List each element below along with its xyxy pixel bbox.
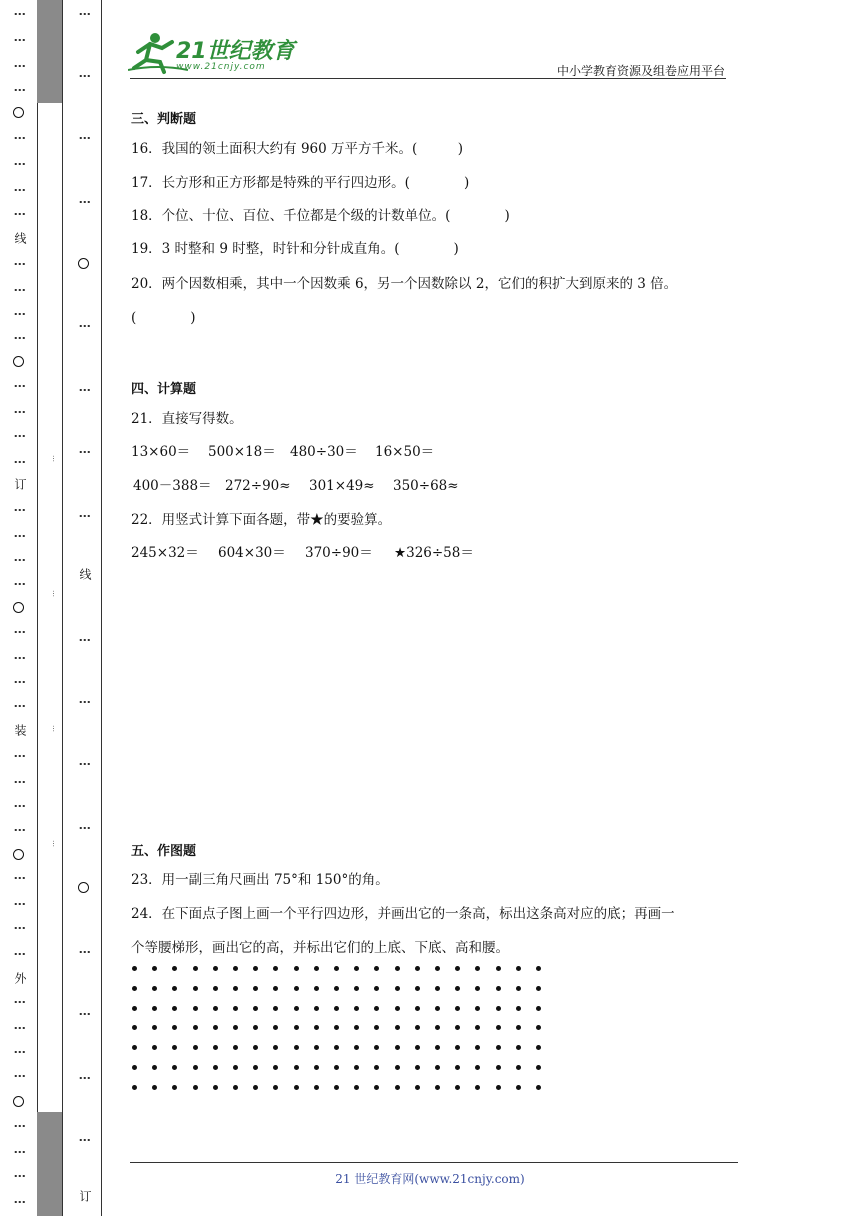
- binding-dots: ⋮: [13, 132, 27, 144]
- grid-dot: [152, 1025, 157, 1030]
- calc-item: 301×49≈: [309, 478, 375, 494]
- binding-dots: ⋮: [78, 8, 92, 20]
- binding-dots: ⋮: [13, 652, 27, 664]
- section-draw-title: 五、作图题: [131, 844, 197, 859]
- calc-item: 604×30＝: [218, 545, 286, 561]
- grid-dot: [415, 1006, 420, 1011]
- footer-text: 21 世纪教育网(www.21cnjy.com): [335, 1172, 525, 1186]
- grid-dot: [294, 1085, 299, 1090]
- section-calc-title: 四、计算题: [131, 382, 197, 397]
- grid-dot: [395, 1045, 400, 1050]
- calc-item: 272÷90≈: [225, 478, 291, 494]
- binding-dots: ⋮: [13, 530, 27, 542]
- binding-label: 装: [13, 724, 27, 736]
- grid-dot: [395, 1085, 400, 1090]
- grid-dot: [294, 966, 299, 971]
- question-21: 21．直接写得数。: [131, 411, 243, 427]
- question-20: 20．两个因数相乘，其中一个因数乘 6，另一个因数除以 2，它们的积扩大到原来的 3 倍。: [131, 276, 678, 292]
- grid-dot: [395, 966, 400, 971]
- grid-dot: [152, 1045, 157, 1050]
- binding-dots: ⋮: [13, 332, 27, 344]
- grid-dot: [314, 1006, 319, 1011]
- grid-dot: [455, 966, 460, 971]
- binding-shade-top: [37, 0, 62, 103]
- calc-row-2: [133, 474, 459, 494]
- grid-dot: [415, 1065, 420, 1070]
- grid-dot: [152, 1085, 157, 1090]
- binding-dots: ⋮: [78, 384, 92, 396]
- grid-dot: [233, 1006, 238, 1011]
- grid-dot: [516, 1006, 521, 1011]
- grid-dot: [475, 1085, 480, 1090]
- grid-dot: [213, 1006, 218, 1011]
- grid-dot: [496, 1045, 501, 1050]
- binding-circle: [13, 107, 24, 118]
- binding-dots: ⋮: [13, 872, 27, 884]
- grid-dot: [334, 1085, 339, 1090]
- grid-dot: [516, 986, 521, 991]
- grid-dot: [415, 1025, 420, 1030]
- platform-name: 中小学教育资源及组卷应用平台: [556, 64, 725, 78]
- binding-dots: ⋮: [13, 380, 27, 392]
- grid-dot: [475, 986, 480, 991]
- binding-dots: ⋮: [13, 1170, 27, 1182]
- grid-dot: [172, 1025, 177, 1030]
- grid-dot: [334, 1025, 339, 1030]
- grid-dot: [334, 986, 339, 991]
- question-22: 22．用竖式计算下面各题，带★的要验算。: [131, 512, 392, 528]
- grid-dot: [314, 1025, 319, 1030]
- grid-dot: [273, 966, 278, 971]
- grid-dot: [496, 1065, 501, 1070]
- grid-dot: [516, 1045, 521, 1050]
- grid-dot: [354, 1006, 359, 1011]
- grid-dot: [273, 1006, 278, 1011]
- binding-dots: ⋮: [13, 284, 27, 296]
- binding-dots: ⋮: [13, 700, 27, 712]
- binding-dots: ⋮: [13, 554, 27, 566]
- grid-dot: [536, 1065, 541, 1070]
- binding-dots: ⋮: [13, 776, 27, 788]
- grid-dot: [233, 1045, 238, 1050]
- grid-dot: [374, 1065, 379, 1070]
- grid-dot: [273, 1085, 278, 1090]
- grid-dot: [395, 1006, 400, 1011]
- binding-dots: ⋮: [78, 758, 92, 770]
- grid-dot: [374, 1045, 379, 1050]
- grid-dot: [253, 1025, 258, 1030]
- binding-dots: ⋮: [78, 320, 92, 332]
- footer-rule: [130, 1162, 738, 1163]
- grid-dot: [233, 1025, 238, 1030]
- binding-dots: ⋮: [78, 196, 92, 208]
- grid-dot: [374, 1006, 379, 1011]
- calc-item: 480÷30＝: [290, 444, 358, 460]
- binding-circle: [13, 356, 24, 367]
- question-24-continued: 个等腰梯形，画出它的高，并标出它们的上底、下底、高和腰。: [131, 940, 509, 956]
- binding-dots: ⋮: [13, 824, 27, 836]
- grid-dot: [455, 1065, 460, 1070]
- grid-dot: [374, 1025, 379, 1030]
- grid-dot: [294, 1025, 299, 1030]
- grid-dot: [213, 1085, 218, 1090]
- grid-dot: [415, 1045, 420, 1050]
- binding-dots: ⋮: [13, 34, 27, 46]
- grid-dot: [193, 1025, 198, 1030]
- grid-dot: [395, 986, 400, 991]
- grid-dot: [152, 986, 157, 991]
- grid-dot: [253, 1045, 258, 1050]
- binding-dots: ⋮: [78, 946, 92, 958]
- grid-dot: [354, 966, 359, 971]
- binding-dots: ⋮: [13, 60, 27, 72]
- grid-dot: [314, 1045, 319, 1050]
- binding-circle: [78, 258, 89, 269]
- grid-dot: [152, 1065, 157, 1070]
- grid-dot: [496, 986, 501, 991]
- grid-dot: [253, 1006, 258, 1011]
- logo-text: 21世纪教育: [176, 39, 295, 64]
- logo: [128, 30, 298, 76]
- question-16: 16．我国的领土面积大约有 960 万平方千米。( ): [131, 141, 464, 157]
- binding-dots: ⋮: [13, 948, 27, 960]
- grid-dot: [314, 986, 319, 991]
- binding-label: 订: [78, 1190, 92, 1202]
- question-24: 24．在下面点子图上画一个平行四边形，并画出它的一条高，标出这条高对应的底；再画一: [131, 906, 675, 922]
- binding-circle: [13, 1096, 24, 1107]
- grid-dot: [435, 986, 440, 991]
- binding-dots: ⋮: [78, 1008, 92, 1020]
- calc-row-3: [131, 541, 474, 561]
- grid-dot: [475, 1006, 480, 1011]
- grid-dot: [395, 1025, 400, 1030]
- binding-dots: ⋮: [13, 84, 27, 96]
- binding-dots: ⋮: [78, 510, 92, 522]
- binding-dots: ⋮: [13, 800, 27, 812]
- grid-dot: [475, 1045, 480, 1050]
- grid-dot: [374, 1085, 379, 1090]
- grid-dot: [213, 1045, 218, 1050]
- grid-dot: [415, 966, 420, 971]
- grid-dot: [354, 1065, 359, 1070]
- grid-dot: [273, 1045, 278, 1050]
- grid-dot: [455, 986, 460, 991]
- grid-dot: [475, 1065, 480, 1070]
- binding-dots: ⋮: [13, 922, 27, 934]
- question-20-answer-blank: ( ): [131, 310, 196, 326]
- calc-item: 13×60＝: [131, 444, 191, 460]
- section-judge-title: 三、判断题: [131, 112, 197, 127]
- grid-dot: [435, 1065, 440, 1070]
- grid-dot: [536, 986, 541, 991]
- grid-dot: [273, 1025, 278, 1030]
- calc-item: 16×50＝: [375, 444, 435, 460]
- binding-dots: ⋮: [13, 258, 27, 270]
- binding-dots: ⋮: [13, 208, 27, 220]
- grid-dot: [435, 966, 440, 971]
- grid-dot: [536, 1085, 541, 1090]
- grid-dot: [132, 1006, 137, 1011]
- question-18: 18．个位、十位、百位、千位都是个级的计数单位。( ): [131, 208, 510, 224]
- grid-dot: [435, 1085, 440, 1090]
- grid-dot: [132, 1085, 137, 1090]
- binding-faint-mark: …: [51, 725, 59, 732]
- binding-line: [62, 0, 63, 1216]
- binding-dots: ⋮: [78, 634, 92, 646]
- binding-faint-mark: …: [51, 840, 59, 847]
- grid-dot: [374, 986, 379, 991]
- binding-dots: ⋮: [13, 456, 27, 468]
- grid-dot: [536, 966, 541, 971]
- binding-dots: ⋮: [78, 70, 92, 82]
- binding-circle: [78, 882, 89, 893]
- grid-dot: [193, 1006, 198, 1011]
- binding-dots: ⋮: [13, 676, 27, 688]
- grid-dot: [253, 986, 258, 991]
- grid-dot: [213, 1065, 218, 1070]
- grid-dot: [455, 1025, 460, 1030]
- grid-dot: [314, 1065, 319, 1070]
- binding-label: 线: [13, 232, 27, 244]
- calc-row-1: [131, 440, 434, 460]
- calc-item: 370÷90＝: [305, 545, 373, 561]
- binding-dots: ⋮: [13, 308, 27, 320]
- binding-faint-mark: …: [51, 590, 59, 597]
- grid-dot: [475, 1025, 480, 1030]
- grid-dot: [334, 1065, 339, 1070]
- binding-dots: ⋮: [13, 504, 27, 516]
- grid-dot: [253, 966, 258, 971]
- binding-dots: ⋮: [78, 132, 92, 144]
- grid-dot: [496, 1085, 501, 1090]
- grid-dot: [233, 986, 238, 991]
- binding-dots: ⋮: [78, 822, 92, 834]
- grid-dot: [193, 1065, 198, 1070]
- grid-dot: [455, 1085, 460, 1090]
- calc-item: 400－388＝: [133, 478, 212, 494]
- grid-dot: [253, 1085, 258, 1090]
- binding-label: 订: [13, 478, 27, 490]
- grid-dot: [415, 1085, 420, 1090]
- binding-dots: ⋮: [13, 1196, 27, 1208]
- grid-dot: [273, 986, 278, 991]
- binding-line: [37, 0, 38, 1216]
- grid-dot: [496, 966, 501, 971]
- grid-dot: [172, 1045, 177, 1050]
- grid-dot: [354, 986, 359, 991]
- binding-dots: ⋮: [13, 406, 27, 418]
- grid-dot: [233, 966, 238, 971]
- grid-dot: [354, 1025, 359, 1030]
- binding-circle: [13, 849, 24, 860]
- grid-dot: [294, 986, 299, 991]
- grid-dot: [496, 1006, 501, 1011]
- grid-dot: [152, 966, 157, 971]
- grid-dot: [233, 1065, 238, 1070]
- grid-dot: [294, 1065, 299, 1070]
- grid-dot: [415, 986, 420, 991]
- grid-dot: [516, 1065, 521, 1070]
- binding-shade-bottom: [37, 1112, 62, 1216]
- grid-dot: [193, 1045, 198, 1050]
- binding-dots: ⋮: [13, 1022, 27, 1034]
- grid-dot: [172, 986, 177, 991]
- calc-item: ★326÷58＝: [394, 545, 474, 561]
- grid-dot: [233, 1085, 238, 1090]
- question-19: 19．3 时整和 9 时整，时针和分针成直角。( ): [131, 241, 459, 257]
- grid-dot: [213, 1025, 218, 1030]
- binding-dots: ⋮: [78, 696, 92, 708]
- grid-dot: [334, 966, 339, 971]
- binding-line: [101, 0, 102, 1216]
- grid-dot: [496, 1025, 501, 1030]
- grid-dot: [213, 966, 218, 971]
- grid-dot: [334, 1045, 339, 1050]
- grid-dot: [314, 966, 319, 971]
- binding-dots: ⋮: [13, 626, 27, 638]
- grid-dot: [536, 1045, 541, 1050]
- grid-dot: [374, 966, 379, 971]
- grid-dot: [294, 1045, 299, 1050]
- binding-dots: ⋮: [13, 1046, 27, 1058]
- grid-dot: [314, 1085, 319, 1090]
- grid-dot: [294, 1006, 299, 1011]
- calc-item: 350÷68≈: [393, 478, 459, 494]
- binding-dots: ⋮: [13, 898, 27, 910]
- grid-dot: [132, 986, 137, 991]
- grid-dot: [435, 1045, 440, 1050]
- binding-dots: ⋮: [13, 1070, 27, 1082]
- grid-dot: [193, 1085, 198, 1090]
- question-17: 17．长方形和正方形都是特殊的平行四边形。( ): [131, 175, 470, 191]
- grid-dot: [132, 1045, 137, 1050]
- question-23: 23．用一副三角尺画出 75°和 150°的角。: [131, 872, 389, 888]
- grid-dot: [253, 1065, 258, 1070]
- grid-dot: [172, 1006, 177, 1011]
- grid-dot: [395, 1065, 400, 1070]
- grid-dot: [516, 1025, 521, 1030]
- grid-dot: [132, 1025, 137, 1030]
- binding-dots: ⋮: [13, 996, 27, 1008]
- grid-dot: [435, 1025, 440, 1030]
- binding-dots: ⋮: [13, 1120, 27, 1132]
- binding-circle: [13, 602, 24, 613]
- grid-dot: [152, 1006, 157, 1011]
- grid-dot: [334, 1006, 339, 1011]
- grid-dot: [455, 1006, 460, 1011]
- binding-label: 外: [13, 972, 27, 984]
- binding-dots: ⋮: [78, 446, 92, 458]
- grid-dot: [213, 986, 218, 991]
- binding-dots: ⋮: [13, 8, 27, 20]
- grid-dot: [516, 966, 521, 971]
- calc-item: 500×18＝: [208, 444, 276, 460]
- grid-dot: [172, 1085, 177, 1090]
- binding-dots: ⋮: [13, 158, 27, 170]
- binding-dots: ⋮: [13, 184, 27, 196]
- grid-dot: [475, 966, 480, 971]
- binding-dots: ⋮: [13, 578, 27, 590]
- grid-dot: [193, 986, 198, 991]
- grid-dot: [132, 1065, 137, 1070]
- grid-dot: [516, 1085, 521, 1090]
- binding-dots: ⋮: [78, 1134, 92, 1146]
- calc-item: 245×32＝: [131, 545, 199, 561]
- grid-dot: [273, 1065, 278, 1070]
- grid-dot: [132, 966, 137, 971]
- grid-dot: [193, 966, 198, 971]
- grid-dot: [172, 966, 177, 971]
- binding-faint-mark: …: [51, 455, 59, 462]
- binding-dots: ⋮: [78, 1072, 92, 1084]
- binding-label: 线: [78, 568, 92, 580]
- binding-dots: ⋮: [13, 430, 27, 442]
- binding-dots: ⋮: [13, 1146, 27, 1158]
- header-rule: [130, 78, 726, 79]
- binding-dots: ⋮: [13, 750, 27, 762]
- grid-dot: [172, 1065, 177, 1070]
- grid-dot: [455, 1045, 460, 1050]
- grid-dot: [354, 1085, 359, 1090]
- grid-dot: [536, 1006, 541, 1011]
- grid-dot: [435, 1006, 440, 1011]
- grid-dot: [354, 1045, 359, 1050]
- grid-dot: [536, 1025, 541, 1030]
- logo-url: www.21cnjy.com: [176, 62, 266, 72]
